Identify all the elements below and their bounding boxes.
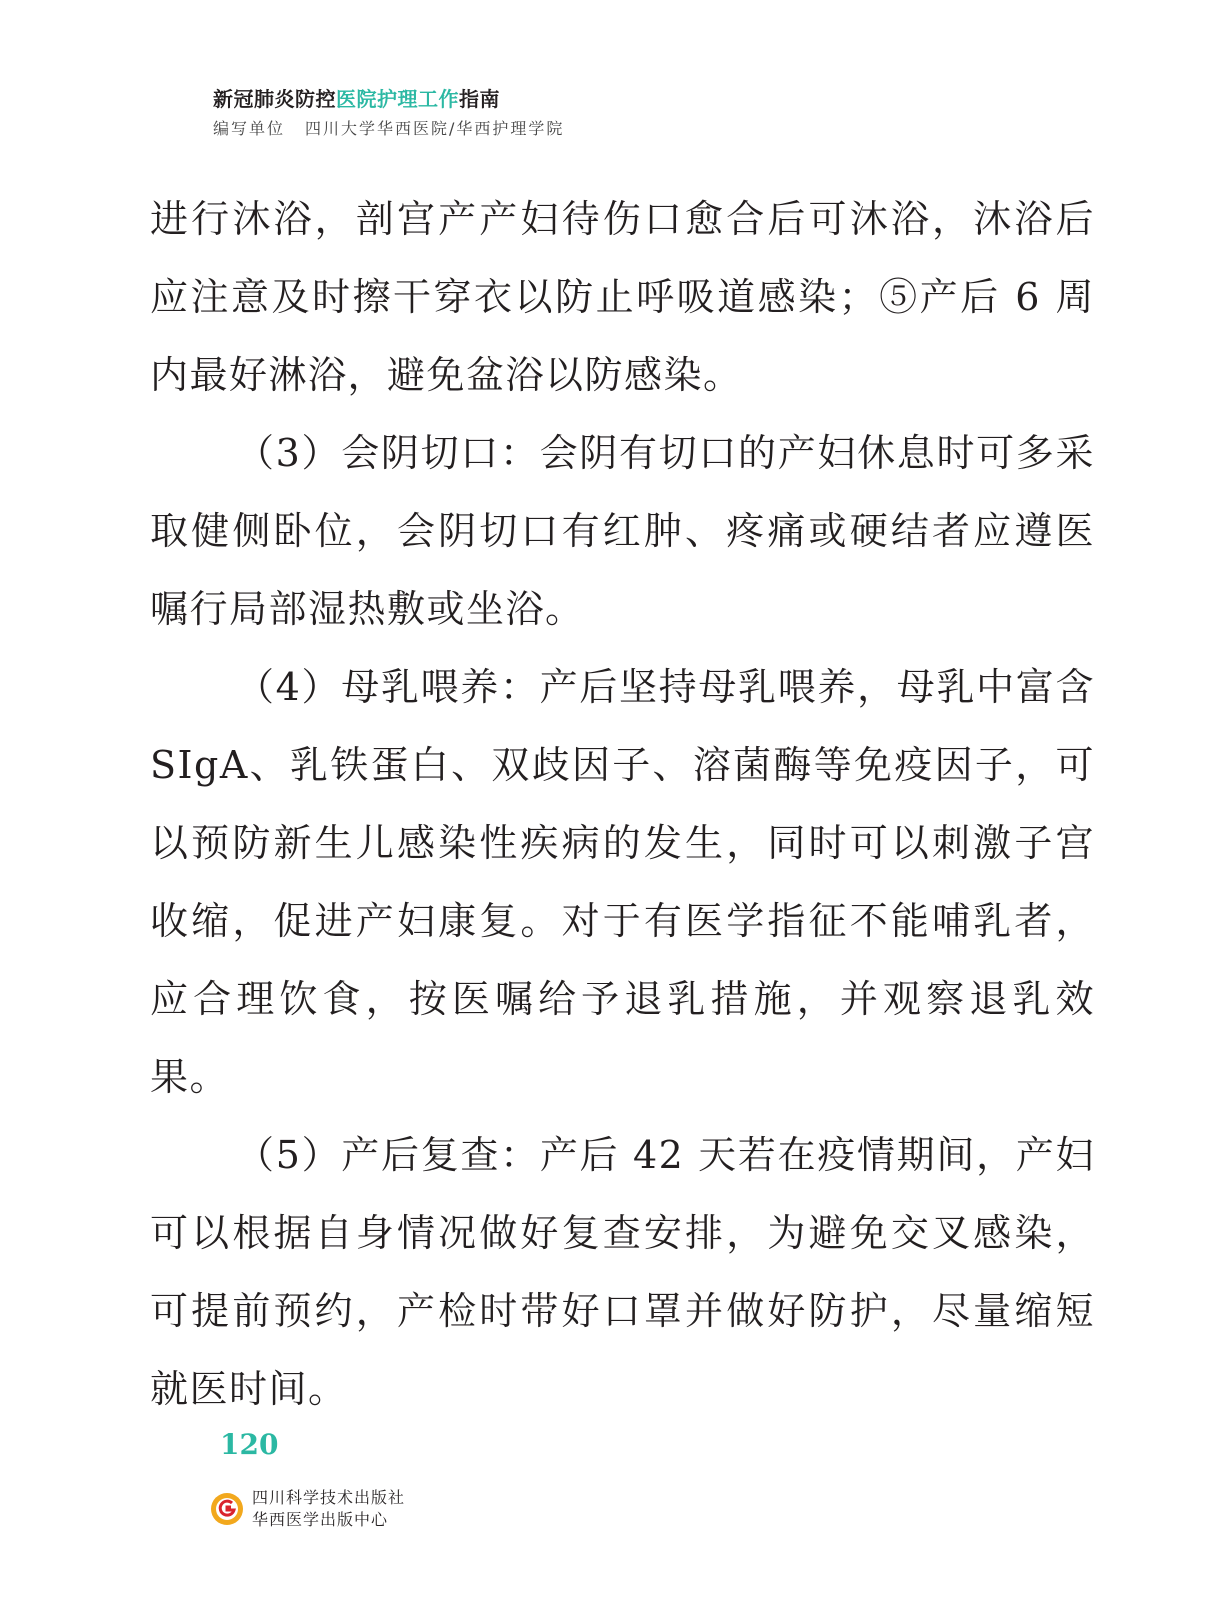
body-text (150, 180, 1095, 1428)
paragraph-continuation: 进行沐浴，剖宫产产妇待伤口愈合后可沐浴，沐浴后应注意及时擦干穿衣以防止呼吸道感染；⑤产后 6 周内最好淋浴，避免盆浴以防感染。 (150, 197, 1095, 397)
paragraph-postpartum-checkup: （5）产后复查：产后 42 天若在疫情期间，产妇可以根据自身情况做好复查安排，为避免交叉感染，可提前预约，产检时带好口罩并做好防护，尽量缩短就医时间。 (150, 1133, 1095, 1411)
book-title-suffix: 指南 (459, 87, 500, 111)
author-line (213, 118, 564, 140)
page-number: 120 (220, 1428, 279, 1461)
publisher-line-1: 四川科学技术出版社 (252, 1488, 406, 1507)
book-title (213, 86, 500, 112)
publisher-logo-icon (210, 1492, 244, 1526)
paragraph-breastfeeding: （4）母乳喂养：产后坚持母乳喂养，母乳中富含 SIgA、乳铁蛋白、双歧因子、溶菌酶等免疫因子，可以预防新生儿感染性疾病的发生，同时可以刺激子宫收缩，促进产妇康复。对于有医学指征不能哺乳者，应合理饮食，按医嘱给予退乳措施，并观察退乳效果。 (150, 665, 1095, 1099)
publisher-names (252, 1487, 405, 1531)
book-title-accent: 医院护理工作 (336, 87, 459, 111)
publisher-line-2: 华西医学出版中心 (252, 1510, 389, 1529)
paragraph-perineal-incision: （3）会阴切口：会阴有切口的产妇休息时可多采取健侧卧位，会阴切口有红肿、疼痛或硬结者应遵医嘱行局部湿热敷或坐浴。 (150, 431, 1095, 631)
author-value: 四川大学华西医院/华西护理学院 (305, 119, 565, 138)
author-label: 编写单位 (213, 119, 286, 138)
book-title-prefix: 新冠肺炎防控 (213, 87, 336, 111)
